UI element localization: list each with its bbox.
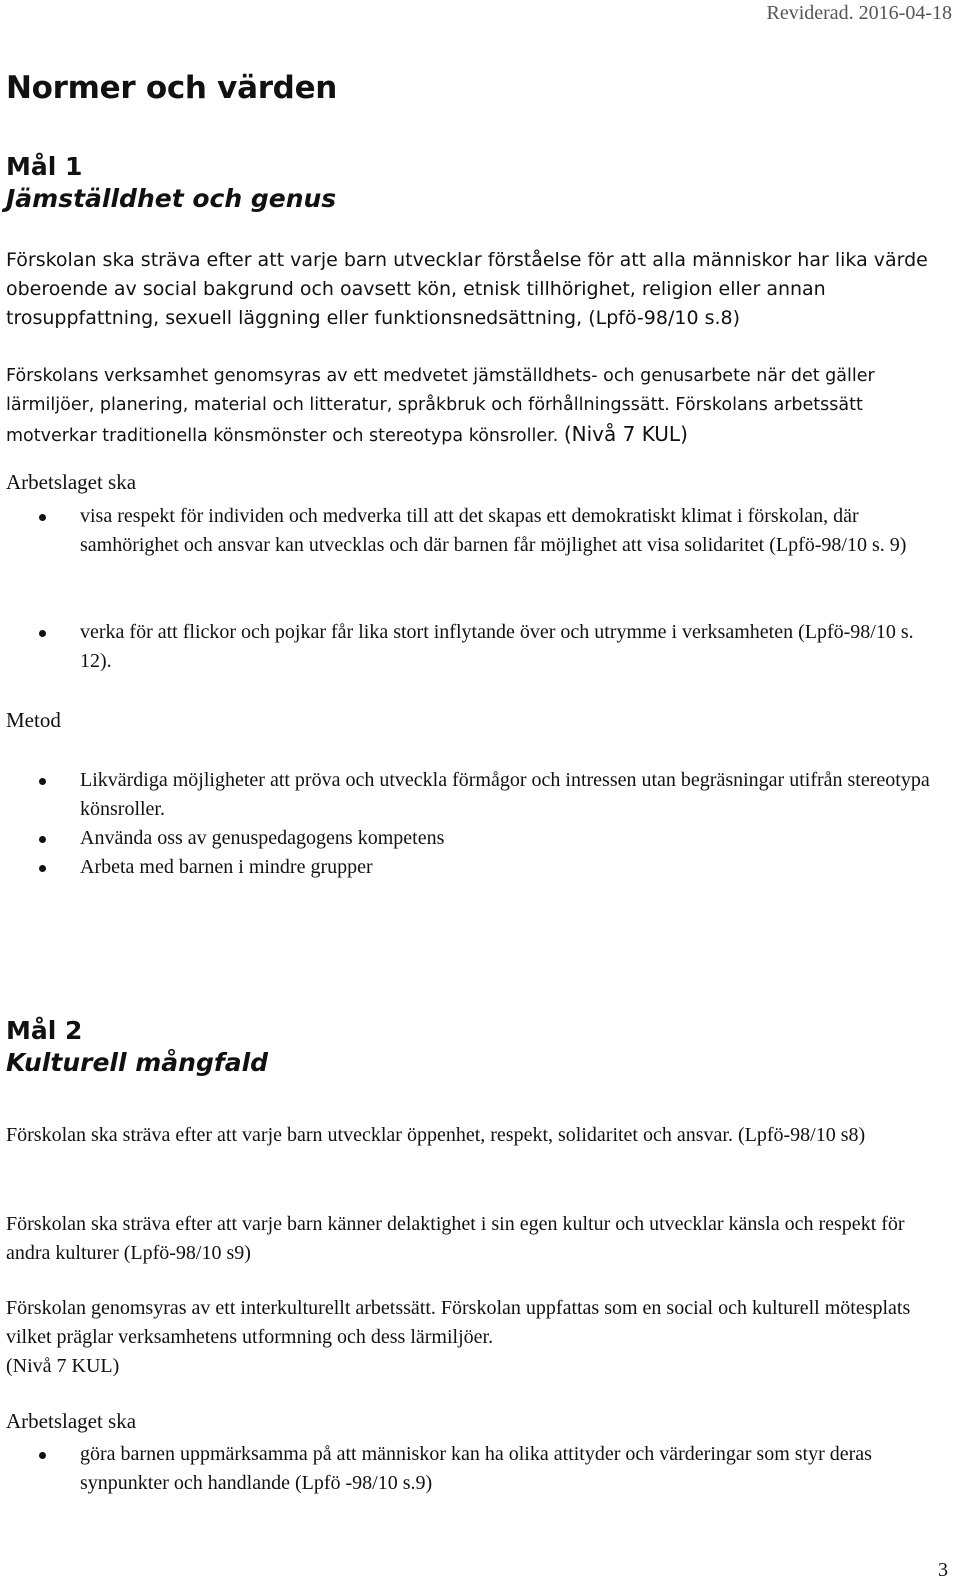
goal1-team-list [6,502,935,560]
goal2-team-list [6,1440,935,1498]
goal2-label: Mål 2 [6,1016,83,1045]
list-item [6,1440,935,1498]
list-item [6,853,935,882]
goal1-subtitle: Jämställdhet och genus [6,184,337,213]
bullet-icon [39,836,46,843]
goal1-level: (Nivå 7 KUL) [563,422,688,446]
goal2-team-heading: Arbetslaget ska [6,1409,137,1433]
bullet-icon [39,778,46,785]
list-item [6,502,935,560]
revision-date: Reviderad. 2016-04-18 [766,2,952,24]
goal1-practice [6,362,951,451]
list-item [6,766,935,824]
goal1-team-list-2 [6,618,935,676]
goal1-practice-text: Förskolans verksamhet genomsyras av ett medvetet jämställdhets- och genusarbete när det gäller lärmiljöer, planering, material och litteratur, språkbruk och förhållningssätt. Förskolans arbetssätt motverkar traditionella könsmönster och stereotypa könsroller. [6,366,875,446]
bullet-icon [39,865,46,872]
list-item-text: visa respekt för individen och medverka till att det skapas ett demokratiskt klimat i förskolan, där samhörighet och ansvar kan utvecklas och där barnen får möjlighet att visa solidaritet (Lpfö-98/10 s. 9) [80,505,907,556]
goal1-intro: Förskolan ska sträva efter att varje barn utvecklar förståelse för att alla människor har lika värde oberoende av social bakgrund och oavsett kön, etnisk tillhörighet, religion eller annan trosuppfattning, sexuell läggning eller funktionsnedsättning, (Lpfö-98/10 s.8) [6,249,928,329]
page-number: 3 [938,1559,948,1581]
list-item-text: Arbeta med barnen i mindre grupper [80,856,373,878]
bullet-icon [39,514,46,521]
list-item-text: Likvärdiga möjligheter att pröva och utveckla förmågor och intressen utan begräsningar utifrån stereotypa könsroller. [80,769,930,820]
goal2-para2: Förskolan ska sträva efter att varje barn känner delaktighet i sin egen kultur och utvecklar känsla och respekt för andra kulturer (Lpfö-98/10 s9) [6,1213,905,1264]
page-title: Normer och värden [6,70,338,106]
goal1-team-heading: Arbetslaget ska [6,470,137,494]
goal2-para3: Förskolan genomsyras av ett interkulturellt arbetssätt. Förskolan uppfattas som en social och kulturell mötesplats vilket präglar verksamhetens utformning och dess lärmiljöer. [6,1297,911,1348]
bullet-icon [39,630,46,637]
goal2-level: (Nivå 7 KUL) [6,1355,120,1377]
list-item-text: verka för att flickor och pojkar får lika stort inflytande över och utrymme i verksamheten (Lpfö-98/10 s. 12). [80,621,914,672]
goal1-label: Mål 1 [6,152,83,181]
list-item-text: göra barnen uppmärksamma på att människor kan ha olika attityder och värderingar som styr deras synpunkter och handlande (Lpfö -98/10 s.9) [80,1443,872,1494]
goal2-subtitle: Kulturell mångfald [6,1048,269,1077]
goal1-method-heading: Metod [6,708,61,732]
list-item-text: Använda oss av genuspedagogens kompetens [80,827,445,849]
list-item [6,824,935,853]
goal1-method-list [6,766,935,882]
list-item [6,618,935,676]
bullet-icon [39,1452,46,1459]
goal2-para1: Förskolan ska sträva efter att varje barn utvecklar öppenhet, respekt, solidaritet och ansvar. (Lpfö-98/10 s8) [6,1124,866,1146]
